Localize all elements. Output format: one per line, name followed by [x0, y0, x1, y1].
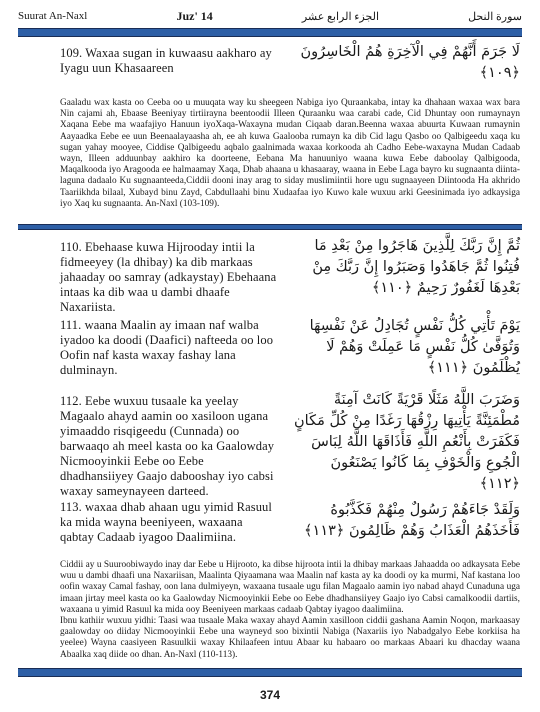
footer-rule [18, 668, 522, 677]
header-rule [18, 28, 522, 37]
verse-113-arabic: وَلَقَدْ جَاءَهُمْ رَسُولٌ مِنْهُمْ فَكَذَّبُوهُ فَأَخَذَهُمُ الْعَذَابُ وَهُمْ ظَالِمُونَ ﴿١١٣﴾ [304, 502, 520, 539]
surah-name: Suurat An-Naxl [18, 10, 88, 22]
verse-111-arabic: يَوْمَ تَأْتِي كُلُّ نَفْسٍ تُجَادِلُ عَنْ نَفْسِهَا وَتُوَفَّىٰ كُلُّ نَفْسٍ مَا عَمِلَتْ وَهُمْ لَا يُظْلَمُونَ ﴿١١١﴾ [309, 318, 520, 376]
verse-109-translation: 109. Waxaa sugan in kuwaasu aakharo ay Iyagu uun Khasaareen [60, 46, 272, 75]
page-number: 374 [259, 688, 281, 702]
commentary-ibn-kathir: Ibnu kathiir wuxuu yidhi: Taasi waa tusaale Maka waxay ahayd Aamin xasilloon ciddii gashana Aamin Noqon, markaasay gaalowday oo diiday Nicmooyinkii Eebe una wayneyd soo bixintii Nabiga (Naxariis iyo Nabadgalyo Eebe korkiisa ha yeelee) Wayna caasiyeen Rasuulkii waxay Khilaafeen intuu Abaar ku habaaro oo markaas Abaari ku dhacday waana Abaalka xaq diide oo dhan. An-Naxl (110-113). [60, 616, 520, 660]
verse-109-arabic: لَا جَرَمَ أَنَّهُمْ فِي الْآخِرَةِ هُمُ الْخَاسِرُونَ ﴿١٠٩﴾ [300, 44, 520, 81]
verse-112-arabic: وَضَرَبَ اللَّهُ مَثَلًا قَرْيَةً كَانَتْ آمِنَةً مُطْمَئِنَّةً يَأْتِيهَا رِزْقُهَا رَغَدًا مِنْ كُلِّ مَكَانٍ فَكَفَرَتْ بِأَنْعُمِ اللَّهِ فَأَذَاقَهَا اللَّهُ لِبَاسَ الْجُوعِ وَالْخَوْفِ بِمَا كَانُوا يَصْنَعُونَ ﴿١١٢﴾ [294, 392, 520, 492]
juz-label: Juz' 14 [176, 8, 213, 23]
verse-112-translation: 112. Eebe wuxuu tusaale ka yeelay Magaalo ahayd aamin oo xasiloon ugana yimaaddo risqigeedu (Cunnada) oo barwaaqo ah meel kasta oo ka Gaalowday Nicmooyinkii Eebe oo Eebe dhadhansiiyey Gaajo dabooshay iyo cabsi waxay sameynayeen darteed. [60, 394, 275, 498]
commentary-103-109: Gaaladu wax kasta oo Ceeba oo u muuqata way ku sheegeen Nabiga iyo Quraankaba, intay ka dhahaan waxaa wax bara Nin cajami ah, Ebaase Beeniyay tirtiirayna beentoodii Illeen Quraanku waa carabi cade, Cid Dhuntay oon rumaynayn Xaqana Eebe ma waafajiyo Hanuun iyoXaqa-Waxayna mudan Ciqaab daran.Beenna waxaa abuurta Kuwaan rumaynin Aayaadka Eebe ee uun Beenaalayaasha ah, ee ah kuwa Gaalooba rumayn ka dib Cid lagu Qasbo oo Qalbigeedu xaqa ku sugan yahay mooyee, Ciddise Qalbigeedu aqbalo gaalnimada waxaa korkooda ah Cadho Eebe-waxayna Mudan Cadaab wayn, Illeen adduunbay aakhiro ka doorteene, Eebana Ma hanuuniyo waana kuwa Eebe daboolay Qalbigooda, Maqalkooda iyo Aragooda ee halmaamay Xaqa, Dhab ahaana u khasaaray, waana in Eebe Laga bayro ku sugnaanta diinta-laguna dadaalo Ku sugnaanteeda,Ciddii dooni inay arag to siday muslimiintii hore ugu sugnaayeen Diintooda Ha akhrido Taariikhda bilaal, Xubayd binu Zayd, Cabdullaahi binu Xudaafaa iyo Kuwo kale wuxuu arki Geesinimada iyo adkaysiga iyo Xaq ku sugnaanta. An-Naxl (103-109). [60, 98, 520, 209]
verse-111-translation: 111. waana Maalin ay imaan naf walba iyadoo ka doodi (Daafici) nafteeda oo loo Oofin naf kasta waxay fashay lana dulminayn. [60, 318, 274, 377]
section-divider [18, 224, 522, 230]
commentary-paragraph: Ciddii ay u Suuroobiwaydo inay dar Eebe u Hijrooto, ka dibse hijroota intii la dhibay markaas Jahaadda oo adkaysata Eebe wuu u dambi dhaafi una Naxariisan, Maalinta Qiyaamana waa Maalin naf kasta ay ka doodi oy ka murmi, Naf kastana loo oofin waxay Camal fashay, oon lana dulmiyeyn, waxaana tusaale ugu filan Magaalo aamin iyo nabad ahayd Cunaduna uga imaan jirtay meel kasta oo ka Gaalowday Nicmooyinkii Eebe oo Eebe dhadhansiiyey Gaajo iyo Cabsi camalkoodii dartiis, waxaana u yimid Rasuul ka mida ooy Beeniyeen markaas cadaab Qabtay iyagoo daalimiina. [60, 560, 520, 615]
verse-110-arabic: ثُمَّ إِنَّ رَبَّكَ لِلَّذِينَ هَاجَرُوا مِنْ بَعْدِ مَا فُتِنُوا ثُمَّ جَاهَدُوا وَصَبَرُوا إِنَّ رَبَّكَ مِنْ بَعْدِهَا لَغَفُورٌ رَحِيمٌ ﴿١١٠﴾ [312, 238, 520, 296]
commentary-110-113 [60, 560, 520, 661]
verse-113-translation: 113. waxaa dhab ahaan ugu yimid Rasuul ka mida wayna beeniyeen, waxaana qabtay Cadaab iyagoo Daalimiina. [60, 500, 272, 544]
juz-label-arabic: الجزء الرابع عشر [301, 10, 380, 23]
surah-name-arabic: سورة النحل [468, 10, 522, 23]
verse-110-translation: 110. Ebehaase kuwa Hijrooday intii la fidmeeyey (la dhibay) ka dib markaas jahaaday oo samray (adkaystay) Ebehaana intaas ka dib waa u dambi dhaafe Naxariista. [60, 240, 277, 314]
page-header [18, 6, 522, 26]
